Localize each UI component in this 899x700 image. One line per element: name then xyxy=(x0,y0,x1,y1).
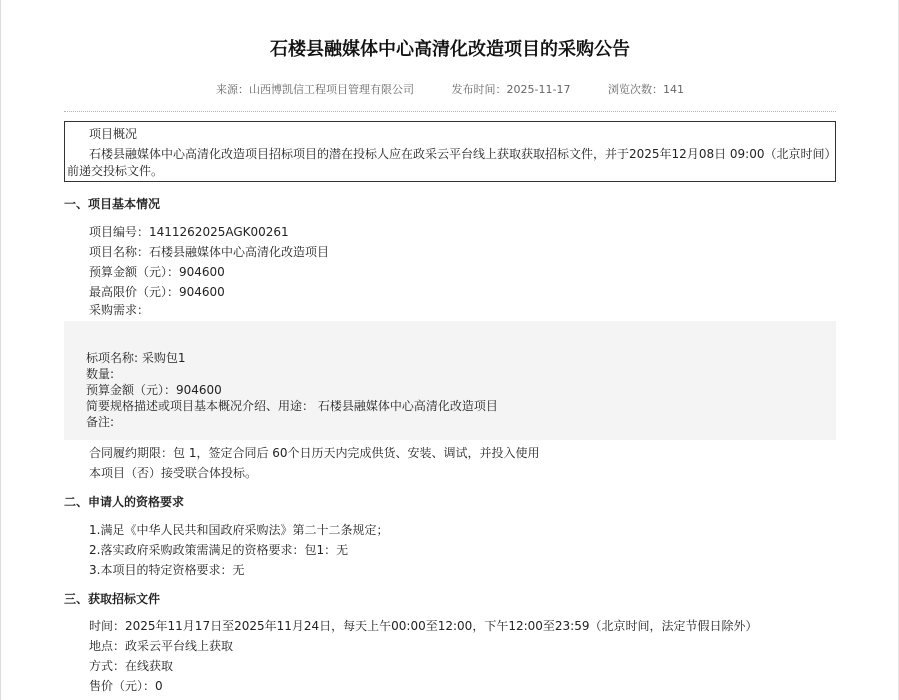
dotted-divider xyxy=(64,111,836,112)
qualification-item: 3.本项目的特定资格要求：无 xyxy=(89,563,245,577)
package-quantity: 数量: xyxy=(86,367,115,381)
notice-meta xyxy=(64,82,836,98)
document-price: 售价（元）：0 xyxy=(89,679,163,693)
max-price: 最高限价（元）：904600 xyxy=(89,285,225,299)
qualification-item: 1.满足《中华人民共和国政府采购法》第二十二条规定； xyxy=(89,523,389,537)
joint-bid-note: 本项目（否）接受联合体投标。 xyxy=(89,466,258,480)
project-name: 项目名称：石楼县融媒体中心高清化改造项目 xyxy=(89,245,330,259)
qualification-item: 2.落实政府采购政策需满足的资格要求：包1：无 xyxy=(89,543,349,557)
meta-publish-time: 发布时间：2025-11-17 xyxy=(451,83,571,96)
project-overview-box xyxy=(64,121,836,182)
procurement-demand-label: 采购需求： xyxy=(89,303,150,317)
package-description: 简要规格描述或项目基本概况介绍、用途： 石楼县融媒体中心高清化改造项目 xyxy=(86,399,498,413)
budget-amount: 预算金额（元）：904600 xyxy=(89,265,225,279)
section-heading-qualifications: 二、申请人的资格要求 xyxy=(64,495,185,509)
overview-text: 石楼县融媒体中心高清化改造项目招标项目的潜在投标人应在政采云平台线上获取获取招标文件，并于2025年12月08日 09:00（北京时间）前递交投标文件。 xyxy=(67,147,831,178)
obtain-time: 时间：2025年11月17日至2025年11月24日，每天上午00:00至12:00，下午12:00至23:59（北京时间，法定节假日除外） xyxy=(89,619,758,633)
meta-source: 来源：山西博凯信工程项目管理有限公司 xyxy=(216,83,415,96)
package-name: 标项名称: 采购包1 xyxy=(86,351,186,365)
page-left-border xyxy=(0,0,1,700)
package-details-box xyxy=(64,321,836,440)
section-heading-basic-info: 一、项目基本情况 xyxy=(64,197,161,211)
package-budget: 预算金额（元）：904600 xyxy=(86,383,222,397)
contract-period: 合同履约期限：包 1，签定合同后 60个日历天内完成供货、安装、调试，并投入使用 xyxy=(89,446,540,460)
notice-title: 石楼县融媒体中心高清化改造项目的采购公告 xyxy=(270,39,630,60)
package-remarks: 备注: xyxy=(86,415,115,429)
meta-views: 浏览次数：141 xyxy=(607,83,684,96)
obtain-method: 方式：在线获取 xyxy=(89,659,174,673)
project-number: 项目编号：1411262025AGK00261 xyxy=(89,225,289,239)
section-heading-obtain-documents: 三、获取招标文件 xyxy=(64,592,161,606)
overview-title: 项目概况 xyxy=(89,127,138,141)
obtain-location: 地点：政采云平台线上获取 xyxy=(89,639,234,653)
